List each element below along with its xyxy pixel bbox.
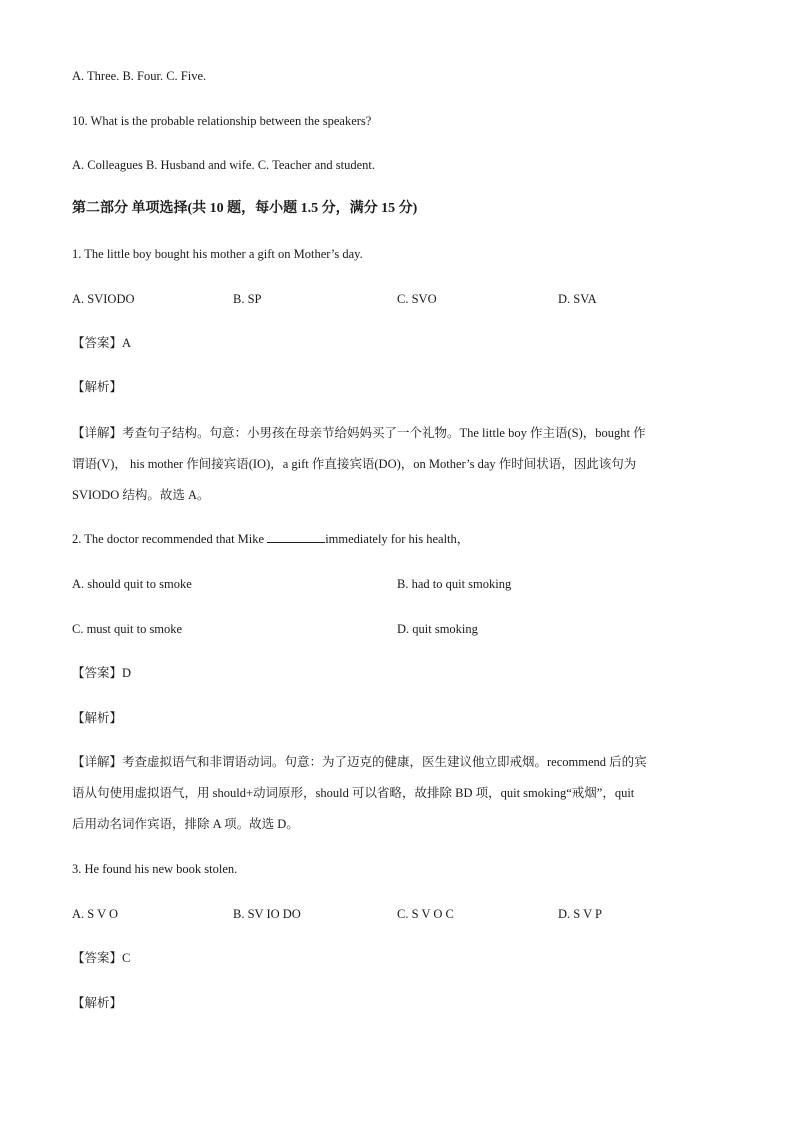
q2-detail-line: 语从句使用虚拟语气，用 should+动词原形，should 可以省略，故排除 BD 项，quit smoking“戒烟”，quit [72, 786, 635, 800]
q3-option-d: D. S V P [558, 907, 603, 921]
q3-stem: 3. He found his new book stolen. [72, 862, 238, 876]
q2-analysis-label: 【解析】 [72, 711, 123, 725]
q3-option-a: A. S V O [72, 907, 119, 921]
q2-stem-after: immediately for his health， [325, 532, 470, 546]
q10-options: A. Colleagues B. Husband and wife. C. Teacher and student. [72, 158, 375, 172]
q2-detail [72, 747, 720, 840]
q3-option-b: B. SV IO DO [233, 907, 301, 921]
q10-question: 10. What is the probable relationship between the speakers? [72, 114, 372, 128]
q1-option-c: C. SVO [397, 292, 437, 306]
q2-stem-before: 2. The doctor recommended that Mike [72, 532, 268, 546]
q2-stem [72, 531, 469, 547]
q1-option-a: A. SVIODO [72, 292, 135, 306]
q2-option-c: C. must quit to smoke [72, 622, 183, 636]
q1-answer: 【答案】A [72, 336, 132, 350]
q3-option-c: C. S V O C [397, 907, 454, 921]
q2-detail-line: 后用动名词作宾语，排除 A 项。故选 D。 [72, 817, 299, 831]
q2-option-d: D. quit smoking [397, 622, 478, 636]
q1-detail [72, 418, 720, 511]
q2-answer: 【答案】D [72, 666, 132, 680]
q1-detail-line: 谓语(V)， his mother 作间接宾语(IO)，a gift 作直接宾语(DO)，on Mother’s day 作时间状语，因此该句为 [72, 457, 637, 471]
q1-analysis-label: 【解析】 [72, 380, 123, 394]
q2-blank [267, 531, 325, 543]
q1-detail-line: SVIODO 结构。故选 A。 [72, 488, 210, 502]
q2-detail-line: 【详解】考查虚拟语气和非谓语动词。句意：为了迈克的健康，医生建议他立即戒烟。recommend 后的宾 [72, 755, 647, 769]
q9-options: A. Three. B. Four. C. Five. [72, 69, 207, 83]
section-title: 第二部分 单项选择(共 10 题，每小题 1.5 分，满分 15 分) [72, 201, 418, 216]
q3-answer: 【答案】C [72, 951, 131, 965]
q1-detail-line: 【详解】考查句子结构。句意：小男孩在母亲节给妈妈买了一个礼物。The little boy 作主语(S)，bought 作 [72, 426, 646, 440]
q1-option-d: D. SVA [558, 292, 597, 306]
q2-option-a: A. should quit to smoke [72, 577, 192, 591]
q1-option-b: B. SP [233, 292, 262, 306]
q3-analysis-label: 【解析】 [72, 996, 123, 1010]
q1-stem: 1. The little boy bought his mother a gift on Mother’s day. [72, 247, 363, 261]
q2-option-b: B. had to quit smoking [397, 577, 512, 591]
